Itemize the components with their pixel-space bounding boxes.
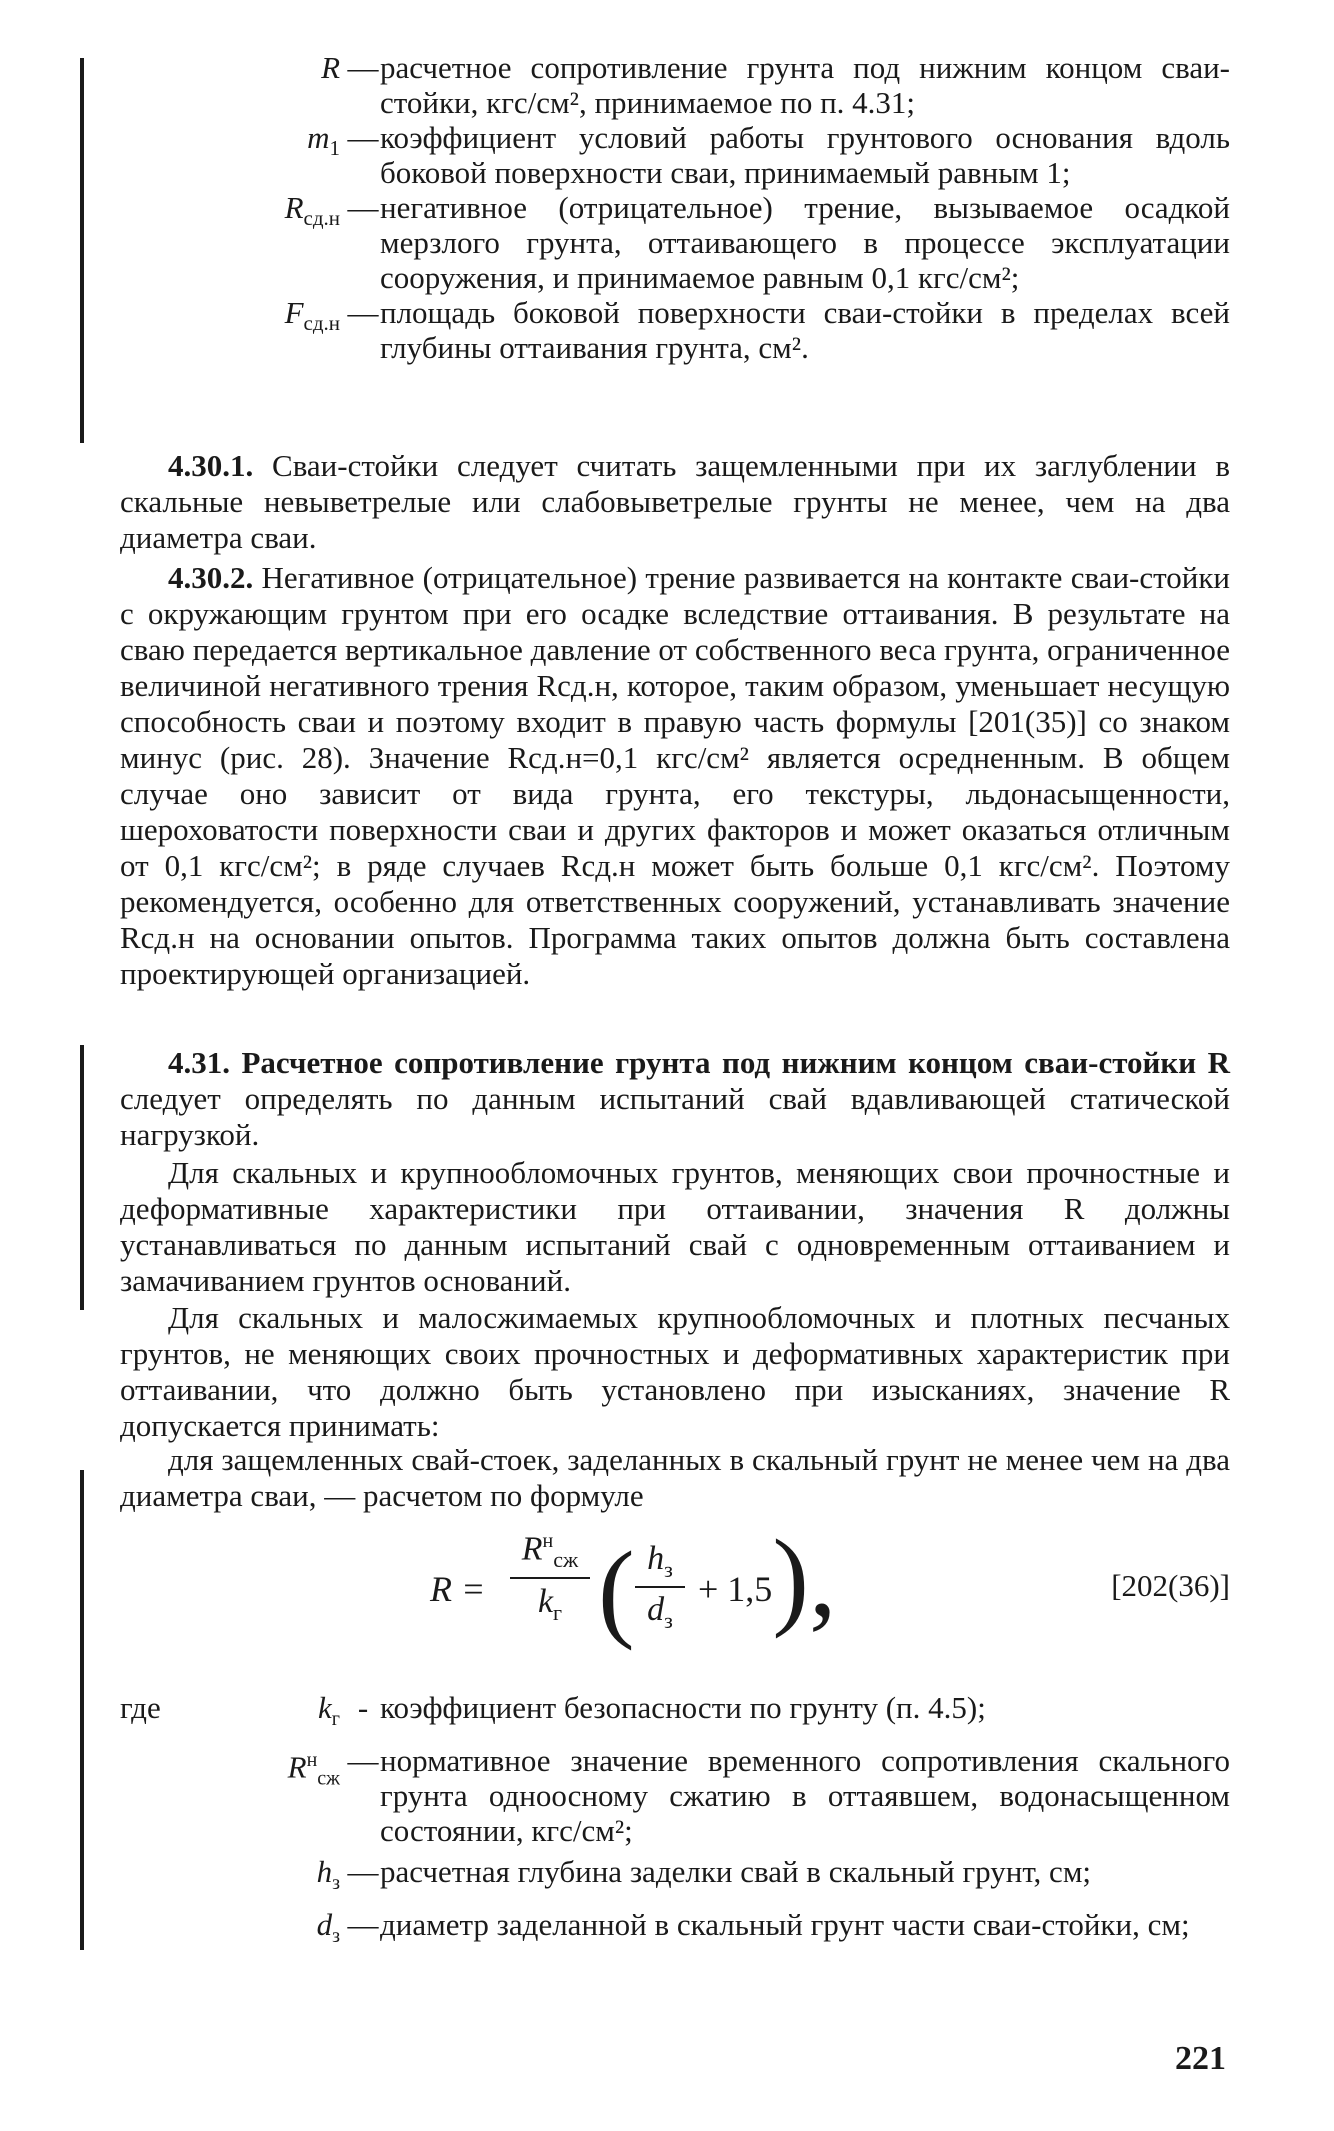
paragraph-4-30-2: 4.30.2. Негативное (отрицательное) трение развивается на контакте сваи-стойки с окружающим грунтом при его осадке вследствие оттаивания. В результате на сваю передается вертикальное давление от собственного веса грунта, ограниченное величиной негативного трения Rсд.н, которое, таким образом, уменьшает несущую способность сваи и поэтому входит в правую часть формулы [201(35)] со знаком минус (рис. 28). Значение Rсд.н=0,1 кгс/см² является осредненным. В общем случае оно зависит от вида грунта, его текстуры, льдонасыщенности, шероховатости поверхности сваи и других факторов и может оказаться отличным от 0,1 кгс/см²; в ряде случаев Rсд.н может быть больше 0,1 кгс/см². Поэтому рекомендуется, особенно для ответственных сооружений, устанавливать значение Rсд.н на основании опытов. Программа таких опытов должна быть составлена проектирующей организацией. — [120, 560, 1230, 991]
legend-item: $h_з$ — расчетная глубина заделки свай в скальный грунт, см; — [316, 1854, 1092, 1895]
top-definitions — [120, 50, 1230, 365]
margin-bar-bottom — [80, 1470, 84, 1950]
formula-open-paren: ( — [598, 1529, 635, 1651]
paragraph-4-31-rocky: Для скальных и крупнообломочных грунтов, меняющих свои прочностные и деформативные характеристики при оттаивании, значения R должны устанавливаться по данным испытаний свай с одновременным оттаиванием и замачиванием грунтов оснований. — [120, 1155, 1230, 1298]
formula-lhs: R = — [430, 1569, 486, 1609]
paragraph-4-31-sandy: Для скальных и малосжимаемых крупнообломочных и плотных песчаных грунтов, не меняющих своих прочностных и деформативных характеристик при оттаивании, что должно быть установлено при изысканиях, значение R допускается принимать: — [120, 1300, 1230, 1443]
formula-202-36 — [430, 1517, 1230, 1670]
definition-item: $m_1$ — коэффициент условий работы грунтового основания вдоль боковой поверхности сваи, принимаемый равным 1; — [307, 120, 1230, 190]
margin-bar-top — [80, 58, 84, 443]
legend-item: где $k_г$ - коэффициент безопасности по грунту (п. 4.5); — [120, 1690, 986, 1731]
legend-item: $R^н_{сж}$ — нормативное значение временного сопротивления скального грунта одноосному сжатию в оттаявшем, водонасыщенном состоянии, кгс/см²; — [287, 1743, 1230, 1849]
definition-item: $R_{сд.н}$ — негативное (отрицательное) трение, вызываемое осадкой мерзлого грунта, оттаивающего в процессе эксплуатации сооружения, и принимаемое равным 0,1 кгс/см²; — [284, 190, 1230, 295]
formula-inner-fraction: $h_з$ $d_з$ — [635, 1540, 685, 1634]
definition-item: R — расчетное сопротивление грунта под нижним концом сваи-стойки, кгс/см², принимаемое по п. 4.31; — [321, 50, 1230, 120]
margin-bar-middle — [80, 1045, 84, 1310]
definition-item: $F_{сд.н}$ — площадь боковой поверхности сваи-стойки в пределах всей глубины оттаивания грунта, см². — [284, 295, 1230, 365]
paragraph-4-31-formula-intro: для защемленных свай-стоек, заделанных в скальный грунт не менее чем на два диаметра сваи, — расчетом по формуле — [120, 1442, 1230, 1513]
paragraph-4-30-1: 4.30.1. Сваи-стойки следует считать защемленными при их заглублении в скальные невыветрелые или слабовыветрелые грунты не менее, чем на два диаметра сваи. — [120, 448, 1230, 555]
paragraph-4-31-heading: 4.31. Расчетное сопротивление грунта под нижним концом сваи-стойки R следует определять по данным испытаний свай вдавливающей статической нагрузкой. — [120, 1045, 1230, 1152]
legend-item: $d_з$ — диаметр заделанной в скальный грунт части сваи-стойки, см; — [316, 1907, 1190, 1948]
formula-fraction: $R^н_{сж}$ $k_г$ — [510, 1530, 590, 1626]
formula-tail: + 1,5), — [698, 1517, 837, 1639]
formula-number: [202(36)] — [1111, 1568, 1230, 1603]
formula-legend — [120, 1690, 1230, 1955]
page-number: 221 — [1175, 2040, 1226, 2077]
